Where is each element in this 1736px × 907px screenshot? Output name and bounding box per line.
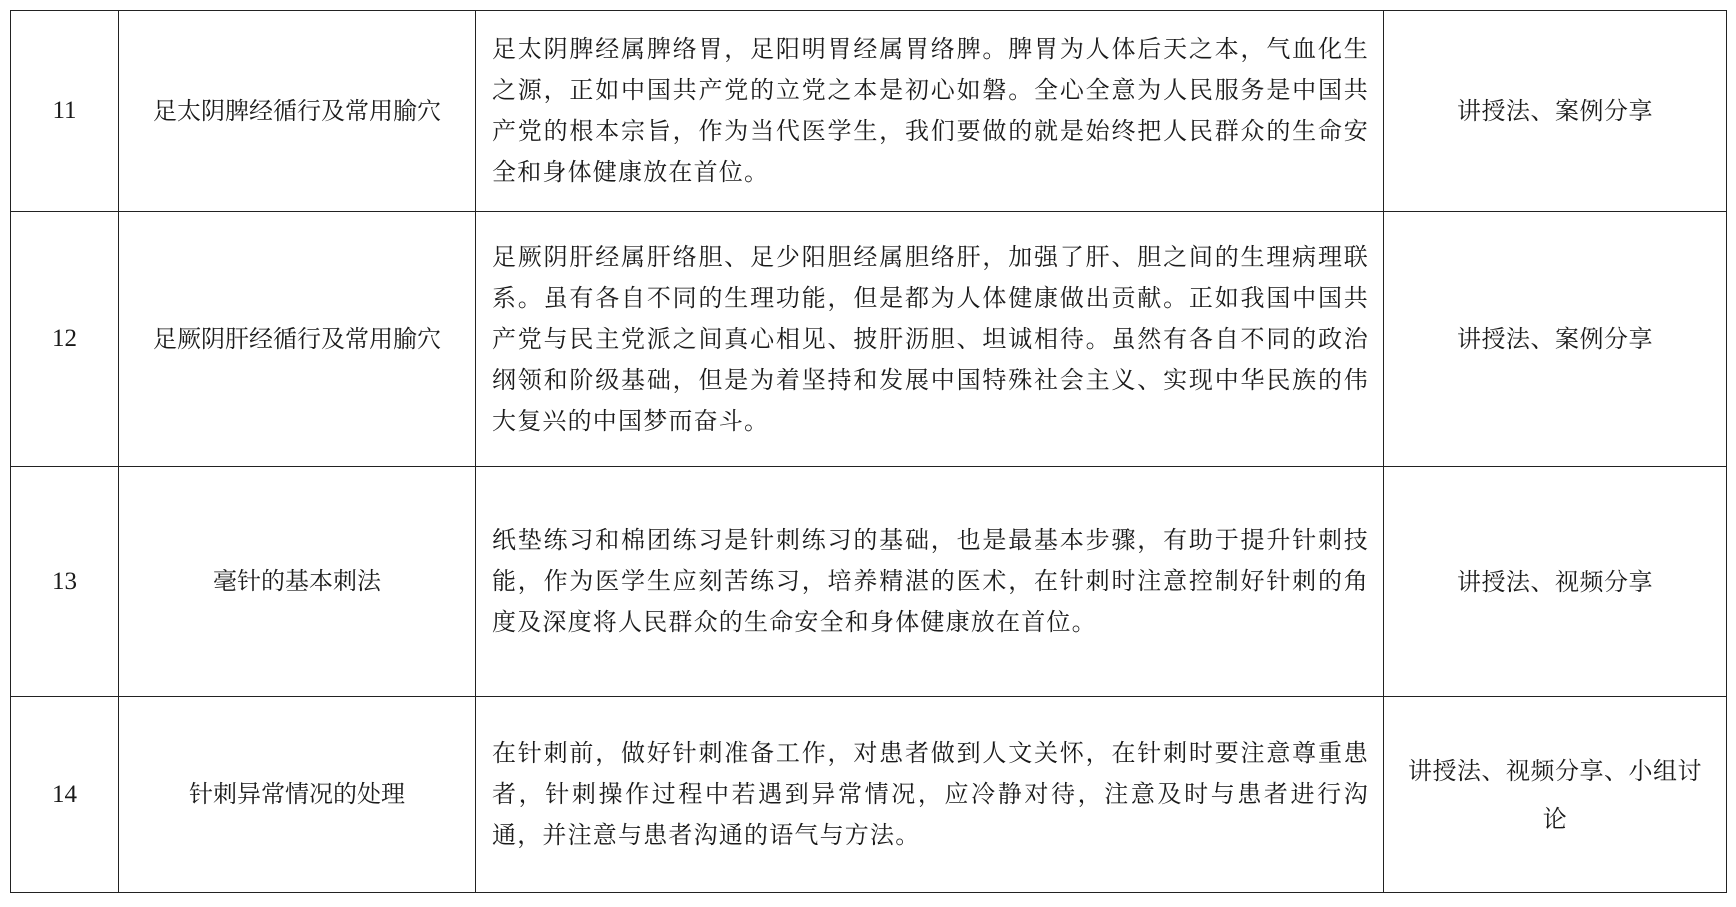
row-content: 纸垫练习和棉团练习是针刺练习的基础，也是最基本步骤，有助于提升针刺技能，作为医学生应刻苦练习，培养精湛的医术，在针刺时注意控制好针刺的角度及深度将人民群众的生命安全和身体健康放在首位。 (476, 467, 1384, 697)
table-row (11, 697, 1727, 893)
row-title: 毫针的基本刺法 (119, 467, 476, 697)
row-number: 11 (11, 11, 119, 212)
table-row (11, 467, 1727, 697)
row-method: 讲授法、视频分享、小组讨论 (1384, 697, 1727, 893)
row-number: 13 (11, 467, 119, 697)
table-row (11, 11, 1727, 212)
row-content: 在针刺前，做好针刺准备工作，对患者做到人文关怀，在针刺时要注意尊重患者，针刺操作过程中若遇到异常情况，应冷静对待，注意及时与患者进行沟通，并注意与患者沟通的语气与方法。 (476, 697, 1384, 893)
row-content: 足太阴脾经属脾络胃，足阳明胃经属胃络脾。脾胃为人体后天之本，气血化生之源，正如中国共产党的立党之本是初心如磐。全心全意为人民服务是中国共产党的根本宗旨，作为当代医学生，我们要做的就是始终把人民群众的生命安全和身体健康放在首位。 (476, 11, 1384, 212)
row-method: 讲授法、视频分享 (1384, 467, 1727, 697)
row-method: 讲授法、案例分享 (1384, 212, 1727, 467)
row-title: 足太阴脾经循行及常用腧穴 (119, 11, 476, 212)
table-row (11, 212, 1727, 467)
row-number: 14 (11, 697, 119, 893)
row-title: 足厥阴肝经循行及常用腧穴 (119, 212, 476, 467)
row-content: 足厥阴肝经属肝络胆、足少阳胆经属胆络肝，加强了肝、胆之间的生理病理联系。虽有各自不同的生理功能，但是都为人体健康做出贡献。正如我国中国共产党与民主党派之间真心相见、披肝沥胆、坦诚相待。虽然有各自不同的政治纲领和阶级基础，但是为着坚持和发展中国特殊社会主义、实现中华民族的伟大复兴的中国梦而奋斗。 (476, 212, 1384, 467)
row-method: 讲授法、案例分享 (1384, 11, 1727, 212)
curriculum-table-container (10, 10, 1726, 893)
row-title: 针刺异常情况的处理 (119, 697, 476, 893)
row-number: 12 (11, 212, 119, 467)
curriculum-table (10, 10, 1727, 893)
